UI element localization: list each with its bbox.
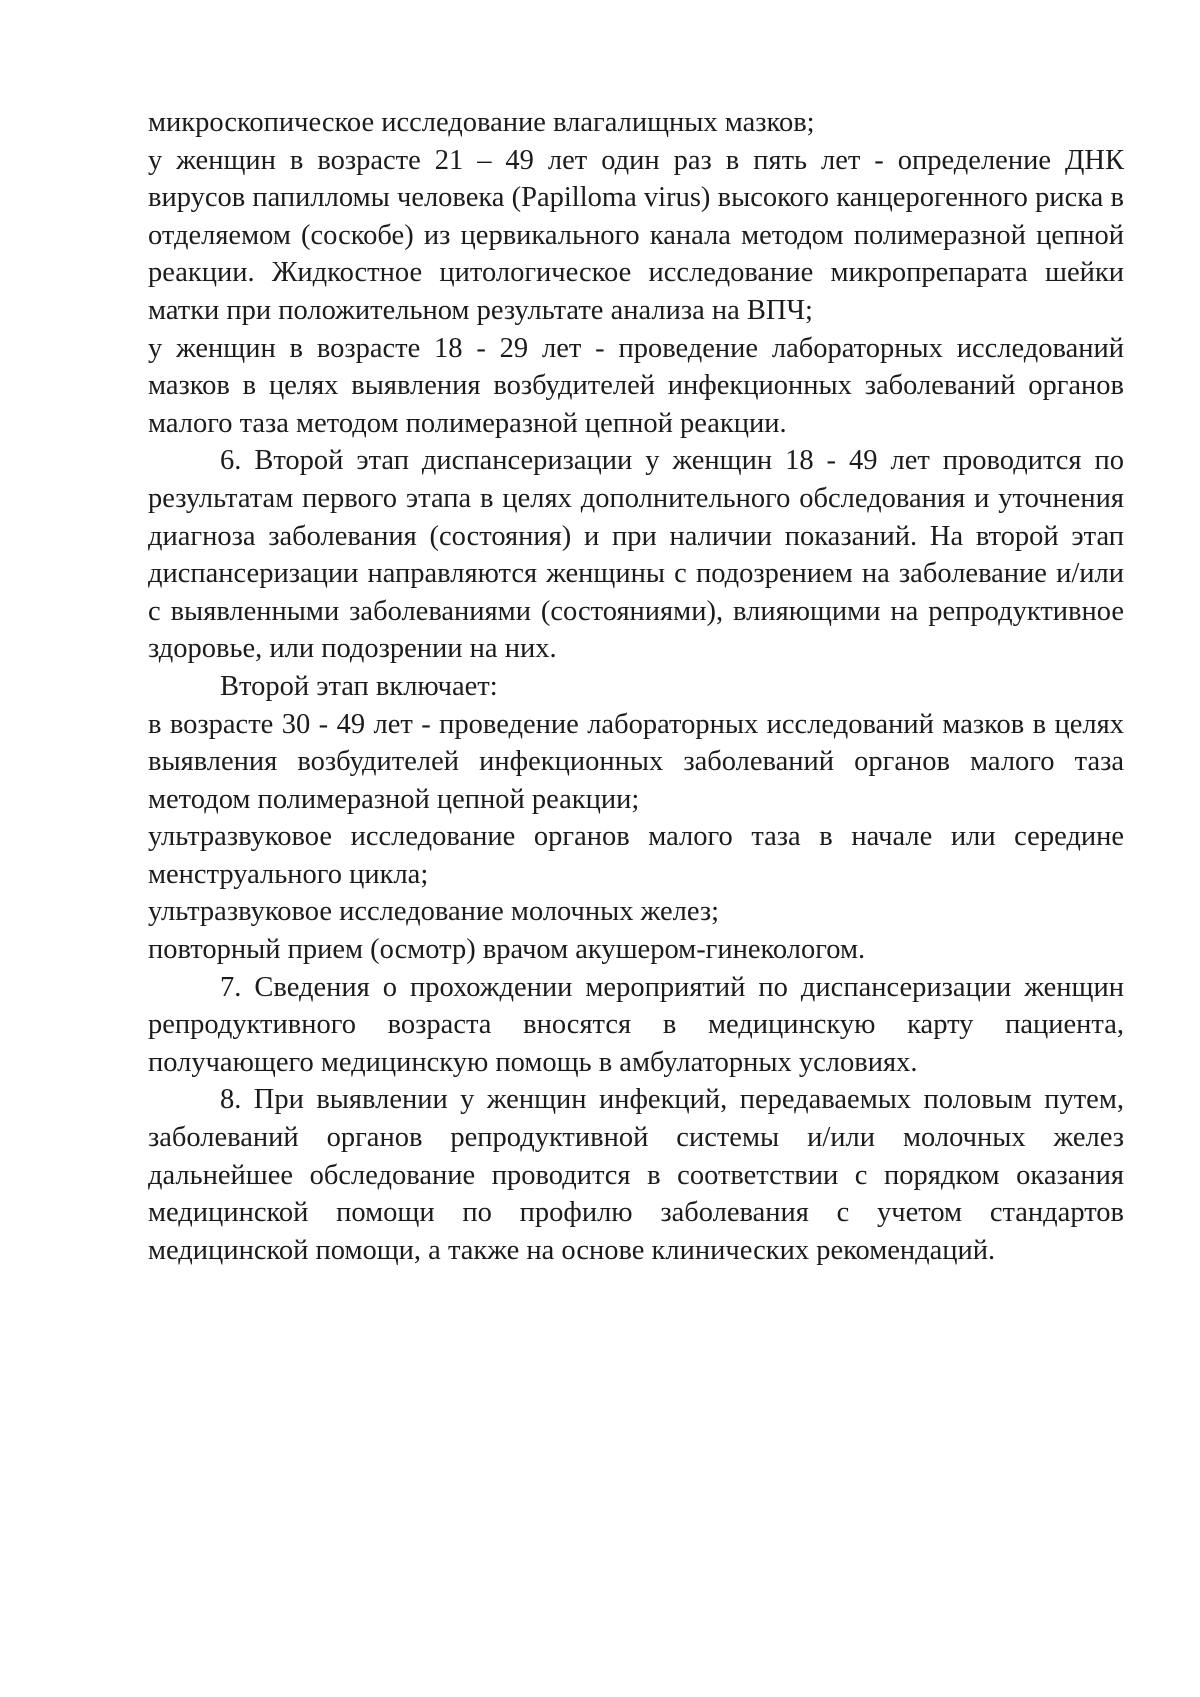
paragraph-microscopy: микроскопическое исследование влагалищных мазков; <box>148 107 815 138</box>
paragraph-lab-tests-18-29: у женщин в возрасте 18 - 29 лет - проведение лабораторных исследований мазков в целях выявления возбудителей инфекционных заболеваний органов малого таза методом полимеразной цепной реакции. <box>148 332 1124 439</box>
paragraph-item-8: 8. При выявлении у женщин инфекций, передаваемых половым путем, заболеваний органов репродуктивной системы и/или молочных желез дальнейшее обследование проводится в соответствии с порядком оказания медицинской помощи по профилю заболевания с учетом стандартов медицинской помощи, а также на основе клинических рекомендаций. <box>148 1084 1124 1266</box>
paragraph-breast-ultrasound: ультразвуковое исследование молочных желез; <box>148 896 720 928</box>
paragraph-repeat-exam: повторный прием (осмотр) врачом акушером-гинекологом. <box>148 934 866 966</box>
paragraph-pelvic-ultrasound: ультразвуковое исследование органов малого таза в начале или середине менструального цикла; <box>148 821 1124 890</box>
paragraph-item-7: 7. Сведения о прохождении мероприятий по диспансеризации женщин репродуктивного возраста вносятся в медицинскую карту пациента, получающего медицинскую помощь в амбулаторных условиях. <box>148 971 1124 1078</box>
paragraph-lab-tests-30-49: в возрасте 30 - 49 лет - проведение лабораторных исследований мазков в целях выявления возбудителей инфекционных заболеваний органов малого таза методом полимеразной цепной реакции; <box>148 708 1124 815</box>
document-body <box>148 104 1124 1269</box>
paragraph-hpv-test: у женщин в возрасте 21 – 49 лет один раз в пять лет - определение ДНК вирусов папилломы человека (Papilloma virus) высокого канцерогенного риска в отделяемом (соскобе) из цервикального канала методом полимеразной цепной реакции. Жидкостное цитологическое исследование микропрепарата шейки матки при положительном результате анализа на ВПЧ; <box>148 144 1124 326</box>
paragraph-second-stage-heading: Второй этап включает: <box>220 670 498 702</box>
paragraph-item-6: 6. Второй этап диспансеризации у женщин 18 - 49 лет проводится по результатам первого этапа в целях дополнительного обследования и уточнения диагноза заболевания (состояния) и при наличии показаний. На второй этап диспансеризации направляются женщины с подозрением на заболевание и/или с выявленными заболеваниями (состояниями), влияющими на репродуктивное здоровье, или подозрении на них. <box>148 445 1124 665</box>
